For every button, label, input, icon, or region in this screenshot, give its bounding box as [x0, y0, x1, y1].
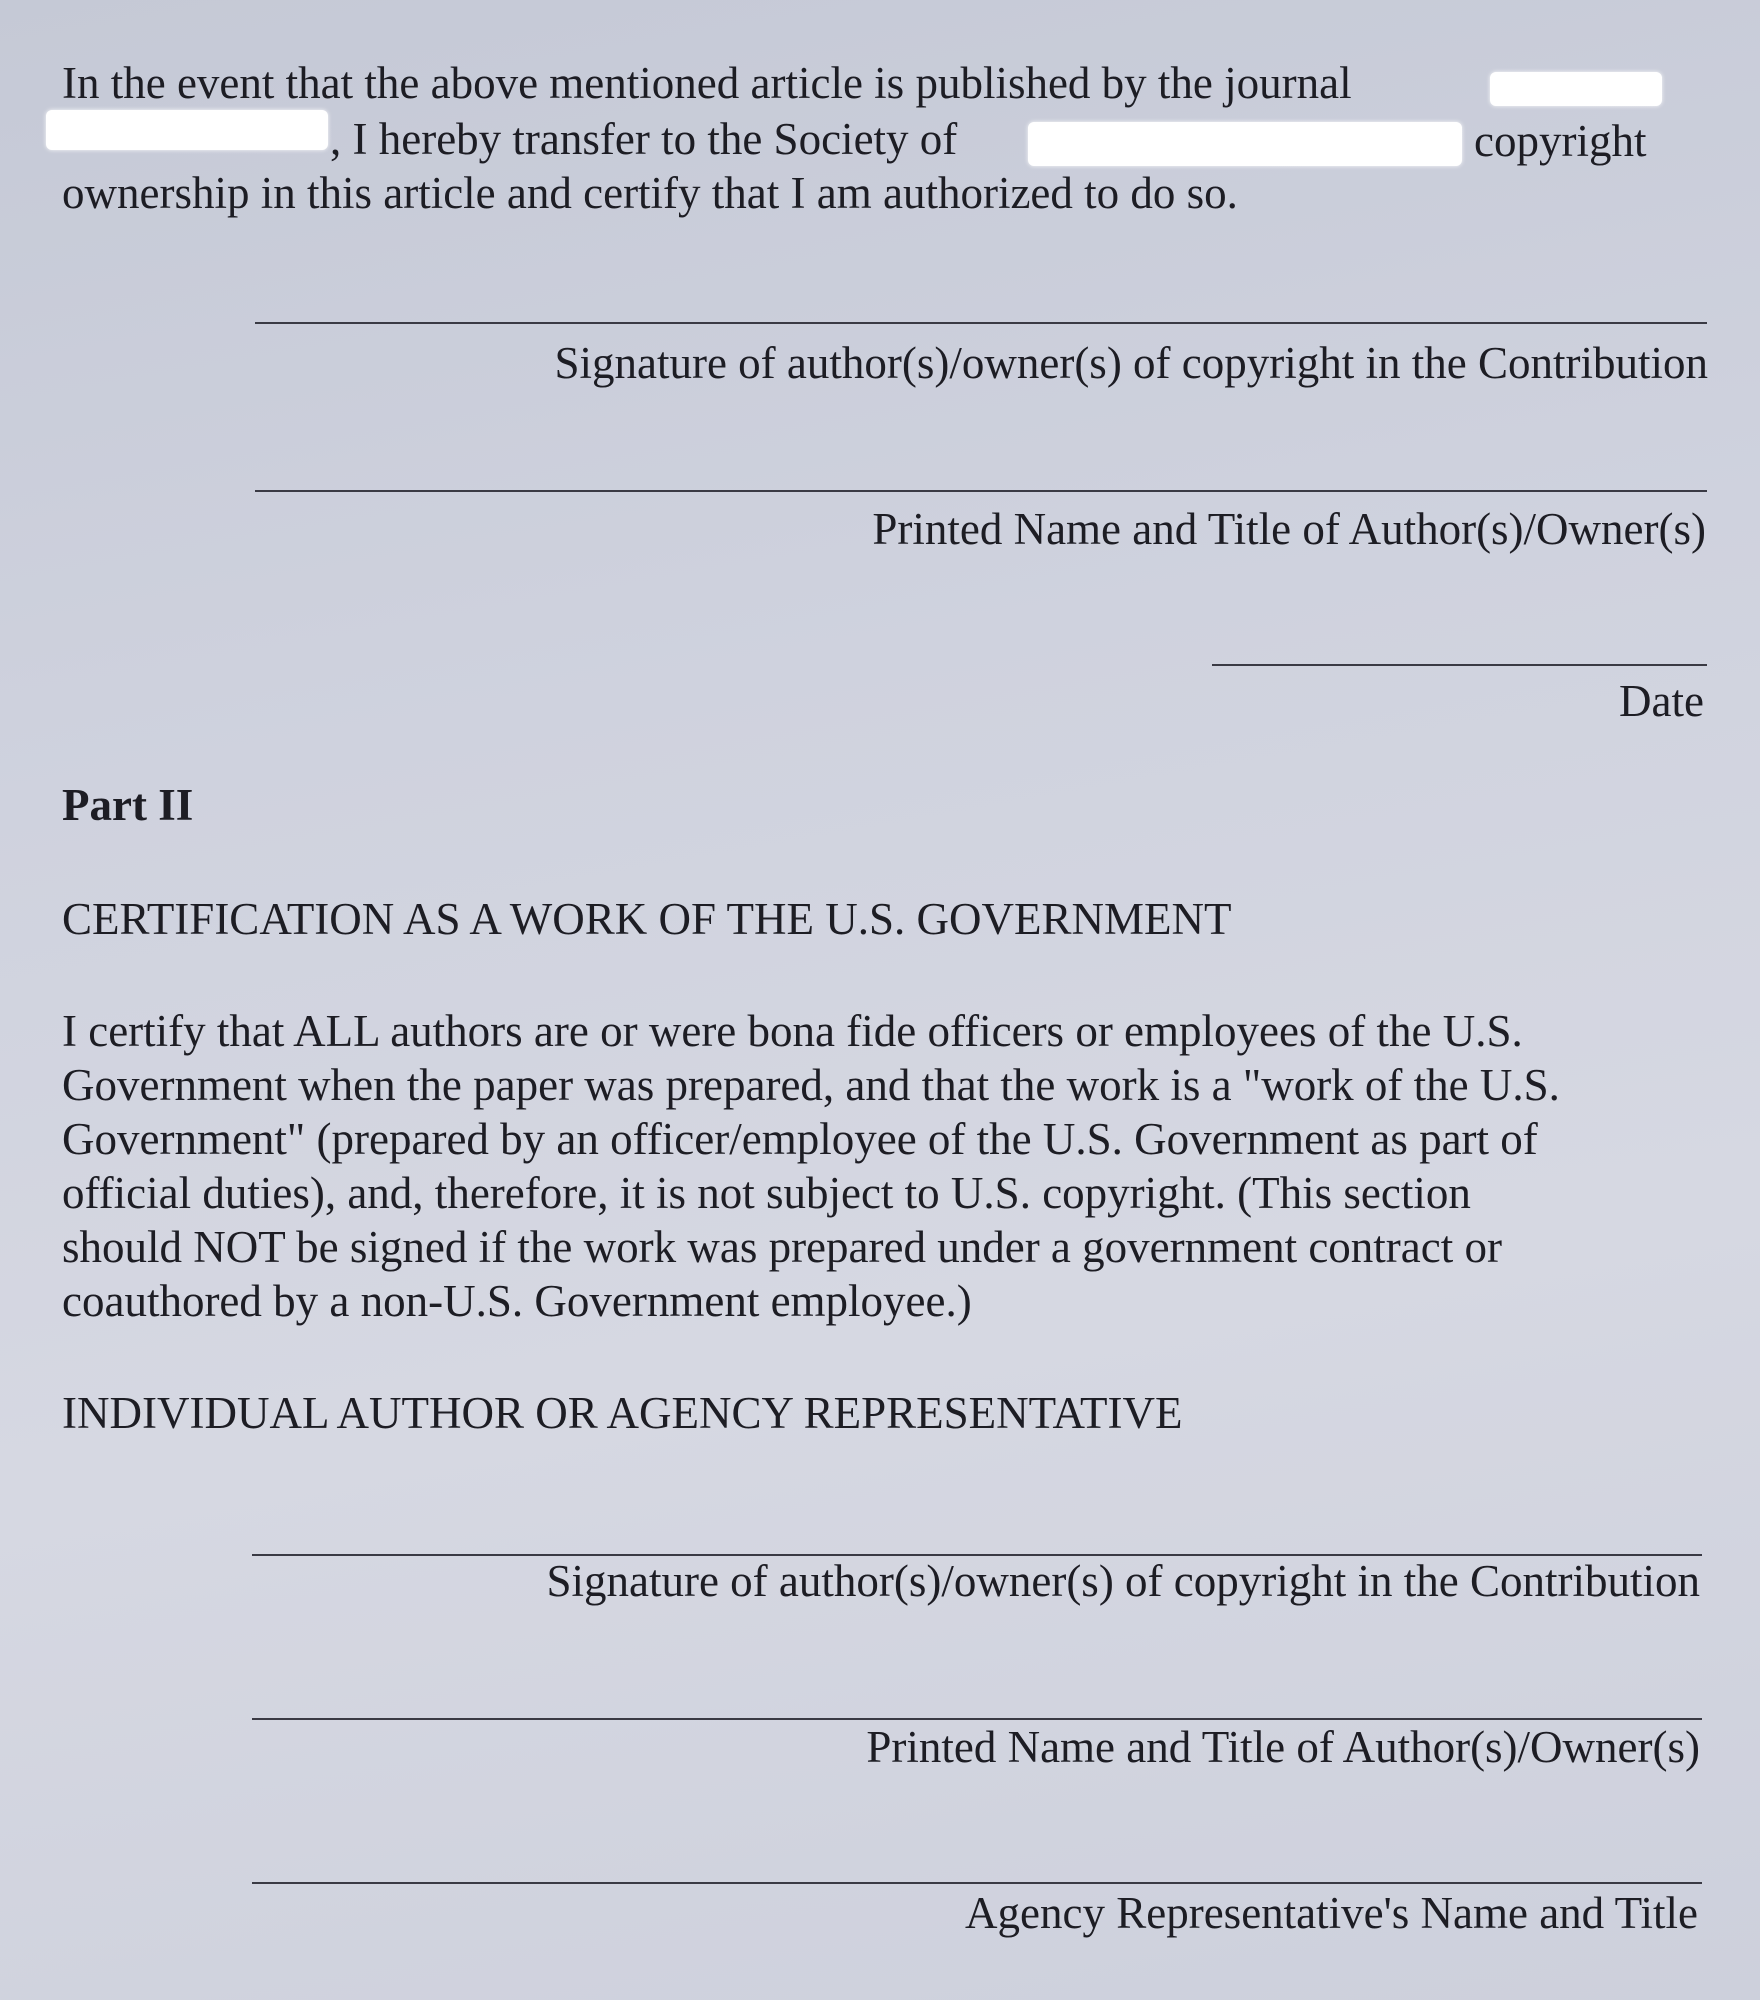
- part2-heading: Part II: [62, 780, 194, 830]
- redaction-society-name: [1028, 122, 1462, 166]
- agency-representative-line[interactable]: [252, 1882, 1702, 1884]
- redaction-journal-name: [1490, 72, 1662, 106]
- agency-representative-caption: Agency Representative's Name and Title: [965, 1888, 1698, 1938]
- printed-name-caption: Printed Name and Title of Author(s)/Owner(s): [872, 504, 1706, 554]
- part2-paragraph-line-2: Government when the paper was prepared, and that the work is a "work of the U.S.: [62, 1060, 1560, 1110]
- part2-paragraph-line-6: coauthored by a non-U.S. Government employee.): [62, 1276, 972, 1326]
- date-line[interactable]: [1212, 664, 1707, 666]
- date-caption: Date: [1619, 676, 1704, 726]
- signature-caption: Signature of author(s)/owner(s) of copyright in the Contribution: [554, 338, 1708, 388]
- printed-name-line[interactable]: [255, 490, 1707, 492]
- part1-line-2b: copyright: [1474, 116, 1647, 166]
- signature-caption: Signature of author(s)/owner(s) of copyright in the Contribution: [546, 1556, 1700, 1606]
- part2-paragraph-line-4: official duties), and, therefore, it is not subject to U.S. copyright. (This section: [62, 1168, 1471, 1218]
- part2-title: CERTIFICATION AS A WORK OF THE U.S. GOVERNMENT: [62, 894, 1232, 944]
- part2-paragraph-line-5: should NOT be signed if the work was prepared under a government contract or: [62, 1222, 1502, 1272]
- redaction-journal-name-cont: [46, 110, 328, 150]
- part2-subtitle: INDIVIDUAL AUTHOR OR AGENCY REPRESENTATIVE: [62, 1388, 1183, 1438]
- printed-name-caption: Printed Name and Title of Author(s)/Owner(s): [866, 1722, 1700, 1772]
- signature-line[interactable]: [255, 322, 1707, 324]
- part2-paragraph-line-3: Government" (prepared by an officer/employee of the U.S. Government as part of: [62, 1114, 1538, 1164]
- part1-line-3: ownership in this article and certify that I am authorized to do so.: [62, 168, 1238, 218]
- part1-line-1: In the event that the above mentioned article is published by the journal: [62, 58, 1352, 108]
- part1-line-2a: , I hereby transfer to the Society of: [330, 114, 958, 164]
- part2-paragraph-line-1: I certify that ALL authors are or were bona fide officers or employees of the U.S.: [62, 1006, 1523, 1056]
